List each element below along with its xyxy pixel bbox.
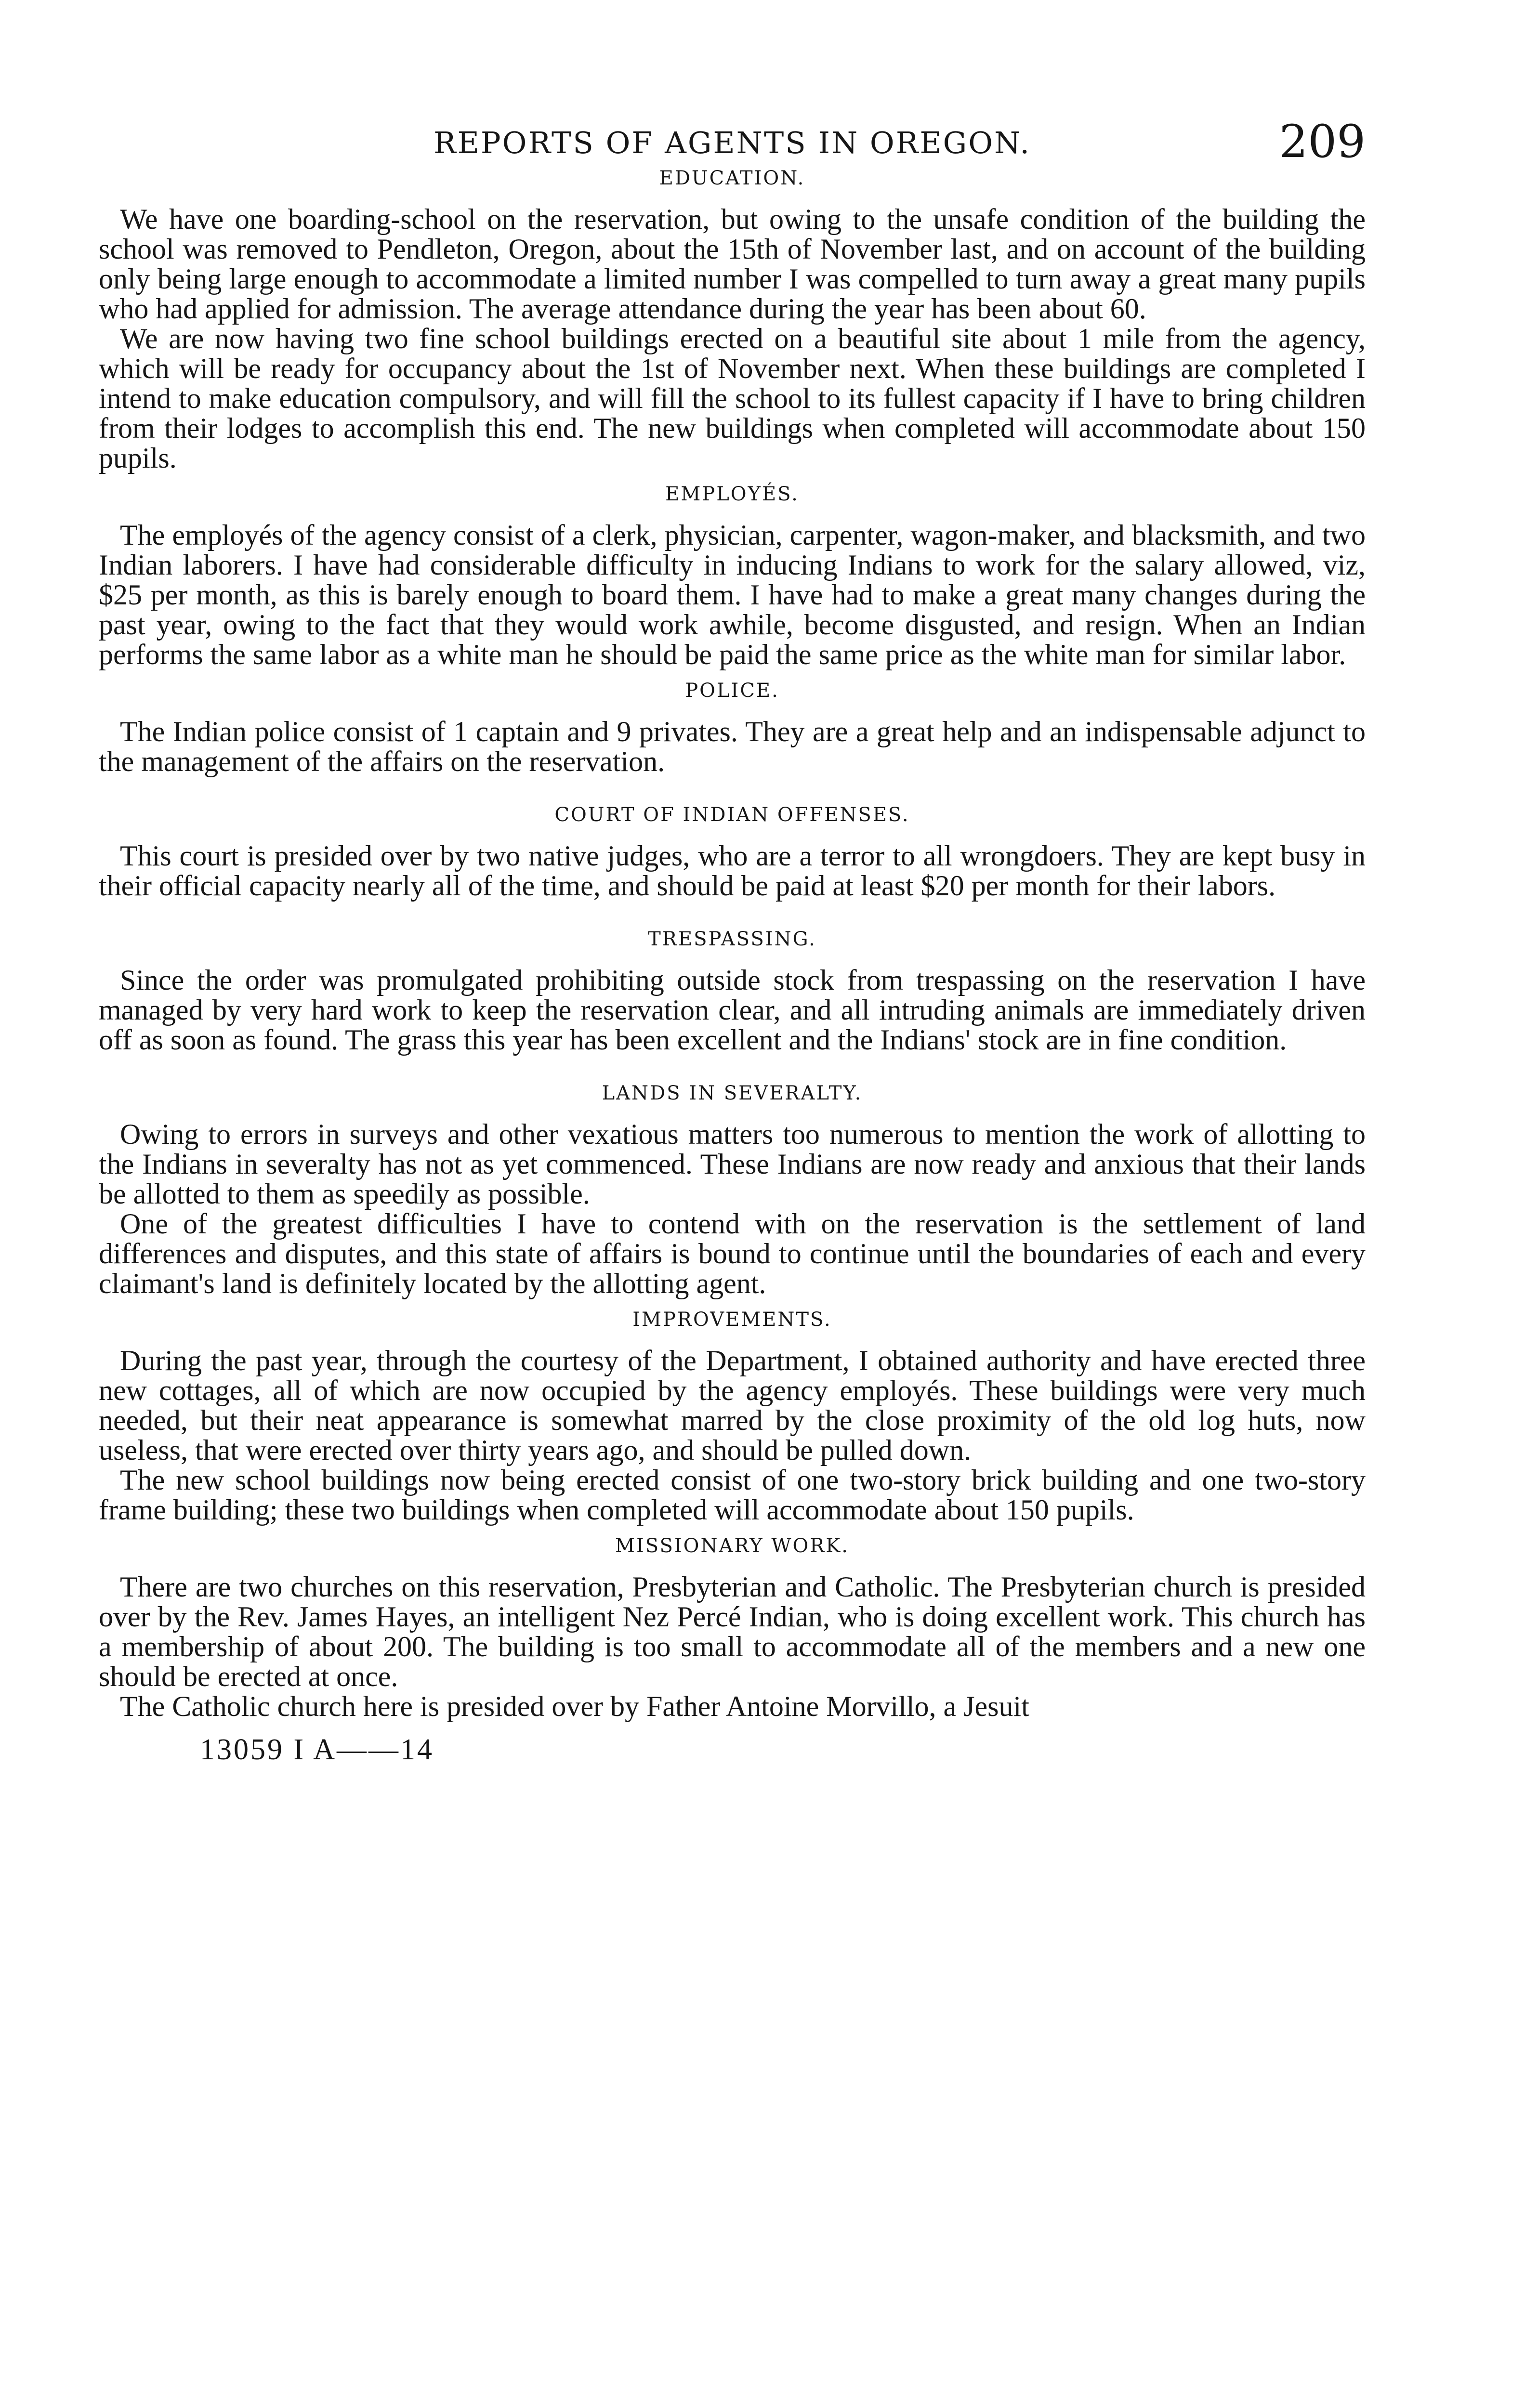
paragraph: We have one boarding-school on the reservation, but owing to the unsafe condition of the building the school was removed to Pendleton, Oregon, about the 15th of November last, and on account of the building only being large enough to accommodate a limited number I was compelled to turn away a great many pupils who had applied for admission. The average attendance during the year has been about 60. [99, 203, 1366, 325]
section-missionary-work [99, 1536, 1366, 1721]
paragraph: This court is presided over by two native judges, who are a terror to all wrongdoers. They are kept busy in their official capacity nearly all of the time, and should be paid at least $20 per month for their labors. [99, 840, 1366, 902]
running-header [99, 116, 1366, 169]
section-heading: LANDS IN SEVERALTY. [602, 1082, 863, 1104]
section-trespassing [99, 929, 1366, 1055]
paragraph: One of the greatest difficulties I have to contend with on the reservation is the settlement of land differences and disputes, and this state of affairs is bound to continue until the boundaries of each and every claimant's land is definitely located by the allotting agent. [99, 1208, 1366, 1299]
paragraph: During the past year, through the courtesy of the Department, I obtained authority and have erected three new cottages, all of which are now occupied by the agency employés. These buildings were very much needed, but their neat appearance is somewhat marred by the close proximity of the old log huts, now useless, that were erected over thirty years ago, and should be pulled down. [99, 1345, 1366, 1466]
paragraph: The employés of the agency consist of a clerk, physician, carpenter, wagon-maker, and blacksmith, and two Indian laborers. I have had considerable difficulty in inducing Indians to work for the salary allowed, viz, $25 per month, as this is barely enough to board them. I have had to make a great many changes during the past year, owing to the fact that they would work awhile, become disgusted, and resign. When an Indian performs the same labor as a white man he should be paid the same price as the white man for similar labor. [99, 519, 1366, 670]
paragraph: The new school buildings now being erected consist of one two-story brick building and one two-story frame building; these two buildings when completed will accommodate about 150 pupils. [99, 1464, 1366, 1526]
section-improvements [99, 1310, 1366, 1525]
document-page [99, 116, 1366, 1767]
paragraph: There are two churches on this reservation, Presbyterian and Catholic. The Presbyterian church is presided over by the Rev. James Hayes, an intelligent Nez Percé Indian, who is doing excellent work. This church has a membership of about 200. The building is too small to accommodate all of the members and a new one should be erected at once. [99, 1571, 1366, 1692]
paragraph: Since the order was promulgated prohibiting outside stock from trespassing on the reservation I have managed by very hard work to keep the reservation clear, and all intruding animals are immediately driven off as soon as found. The grass this year has been excellent and the Indians' stock are in fine condition. [99, 964, 1366, 1056]
section-police [99, 681, 1366, 776]
paragraph: The Indian police consist of 1 captain and 9 privates. They are a great help and an indispensable adjunct to the management of the affairs on the reservation. [99, 716, 1366, 777]
section-heading: COURT OF INDIAN OFFENSES. [554, 804, 910, 826]
page-number: 209 [1279, 116, 1366, 168]
section-heading: MISSIONARY WORK. [615, 1535, 849, 1557]
signature-mark: 13059 I A——14 [200, 1733, 434, 1766]
section-court-of-indian-offenses [99, 805, 1366, 901]
section-heading: TRESPASSING. [648, 928, 816, 950]
paragraph: We are now having two fine school buildings erected on a beautiful site about 1 mile from the agency, which will be ready for occupancy about the 1st of November next. When these buildings are completed I intend to make education compulsory, and will fill the school to its fullest capacity if I have to bring children from their lodges to accomplish this end. The new buildings when completed will accommodate about 150 pupils. [99, 323, 1366, 474]
running-title: REPORTS OF AGENTS IN OREGON. [433, 125, 1031, 160]
paragraph: The Catholic church here is presided over by Father Antoine Morvillo, a Jesuit [120, 1690, 1029, 1722]
section-heading: POLICE. [685, 680, 779, 702]
section-education [99, 169, 1366, 473]
section-lands-in-severalty [99, 1084, 1366, 1298]
paragraph: Owing to errors in surveys and other vexatious matters too numerous to mention the work of allotting to the Indians in severalty has not as yet commenced. These Indians are now ready and anxious that their lands be allotted to them as speedily as possible. [99, 1118, 1366, 1210]
section-employes [99, 484, 1366, 669]
section-heading: IMPROVEMENTS. [632, 1309, 832, 1331]
section-heading: EMPLOYÉS. [665, 483, 799, 505]
section-heading: EDUCATION. [659, 167, 805, 189]
